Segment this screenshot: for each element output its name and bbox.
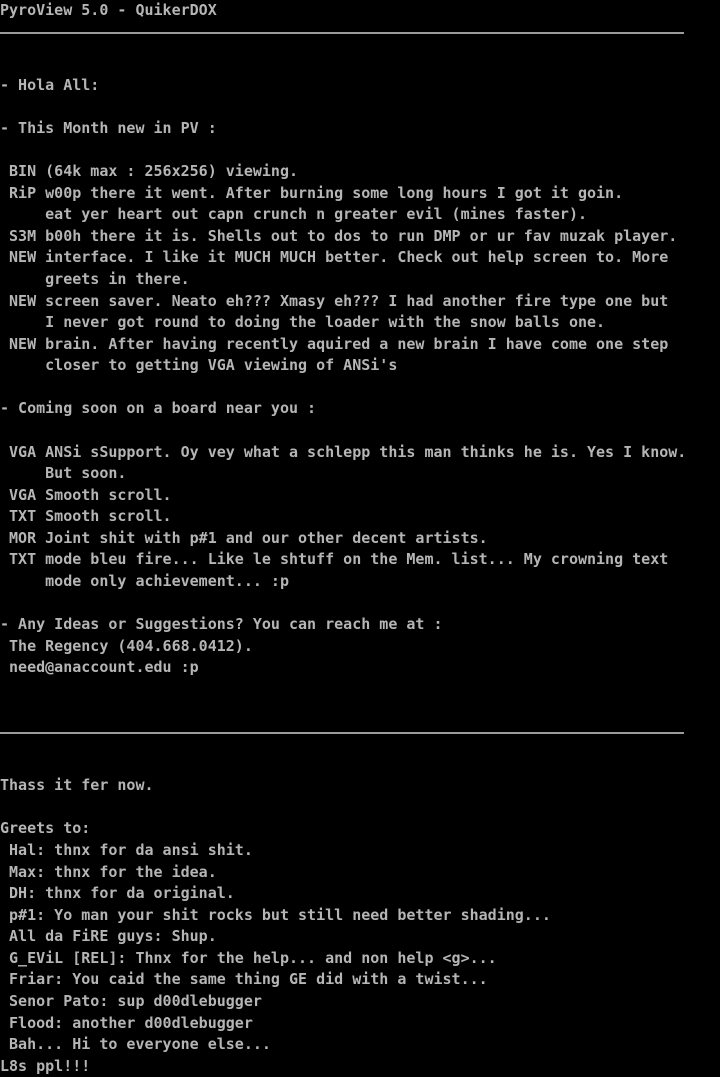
text-line: Thass it fer now. (0, 776, 154, 795)
text-line: DH: thnx for da original. (0, 884, 235, 903)
text-line: Friar: You caid the same thing GE did with a twist... (0, 970, 488, 989)
text-line: - This Month new in PV : (0, 118, 217, 137)
text-line (0, 593, 720, 615)
text-line: Bah... Hi to everyone else... (0, 1035, 271, 1054)
text-line (0, 96, 720, 118)
text-line: closer to getting VGA viewing of ANSi's (0, 356, 398, 375)
text-line: G_EViL [REL]: Thnx for the help... and non help <g>... (0, 948, 497, 967)
window-title: PyroView 5.0 - QuikerDOX (0, 1, 217, 19)
text-line: - Coming soon on a board near you : (0, 399, 317, 418)
text-line: L8s ppl!!! (0, 1056, 91, 1075)
text-line: NEW interface. I like it MUCH MUCH better. Check out help screen to. More (0, 248, 669, 267)
text-line (0, 679, 720, 701)
text-line (0, 797, 720, 819)
text-line (0, 53, 720, 75)
divider-line (0, 32, 684, 34)
text-line: greets in there. (0, 269, 190, 288)
text-line: p#1: Yo man your shit rocks but still need better shading... (0, 905, 551, 924)
text-line: MOR Joint shit with p#1 and our other decent artists. (0, 528, 488, 547)
text-line: VGA ANSi sSupport. Oy vey what a schlepp this man thinks he is. Yes I know. (0, 442, 687, 461)
text-line: NEW brain. After having recently aquired a new brain I have come one step (0, 334, 669, 353)
text-line: need@anaccount.edu :p (0, 658, 199, 677)
text-line: Flood: another d00dlebugger (0, 1013, 253, 1032)
text-line: VGA Smooth scroll. (0, 485, 172, 504)
divider-rule (0, 32, 720, 54)
text-line: But soon. (0, 464, 127, 483)
text-line: - Hola All: (0, 75, 100, 94)
divider-line (0, 732, 684, 734)
text-line: Senor Pato: sup d00dlebugger (0, 992, 262, 1011)
text-line: NEW screen saver. Neato eh??? Xmasy eh??? I had another fire type one but (0, 291, 669, 310)
text-line (0, 701, 720, 723)
text-line: TXT mode bleu fire... Like le shtuff on the Mem. list... My crowning text (0, 550, 669, 569)
text-line: Greets to: (0, 819, 91, 838)
text-line (0, 139, 720, 161)
text-line: S3M b00h there it is. Shells out to dos to run DMP or ur fav muzak player. (0, 226, 678, 245)
text-line: Max: thnx for the idea. (0, 862, 217, 881)
text-line: BIN (64k max : 256x256) viewing. (0, 162, 299, 181)
text-line: All da FiRE guys: Shup. (0, 927, 217, 946)
text-line: RiP w00p there it went. After burning some long hours I got it goin. (0, 183, 624, 202)
text-line: eat yer heart out capn crunch n greater evil (mines faster). (0, 205, 587, 224)
text-line (0, 377, 720, 399)
divider-rule (0, 732, 720, 754)
text-line: The Regency (404.668.0412). (0, 636, 253, 655)
text-line: Hal: thnx for da ansi shit. (0, 840, 253, 859)
text-line (0, 754, 720, 776)
text-line: I never got round to doing the loader with the snow balls one. (0, 313, 606, 332)
text-line: mode only achievement... :p (0, 572, 289, 591)
text-line: - Any Ideas or Suggestions? You can reach me at : (0, 615, 443, 634)
text-line (0, 420, 720, 442)
text-line: TXT Smooth scroll. (0, 507, 172, 526)
